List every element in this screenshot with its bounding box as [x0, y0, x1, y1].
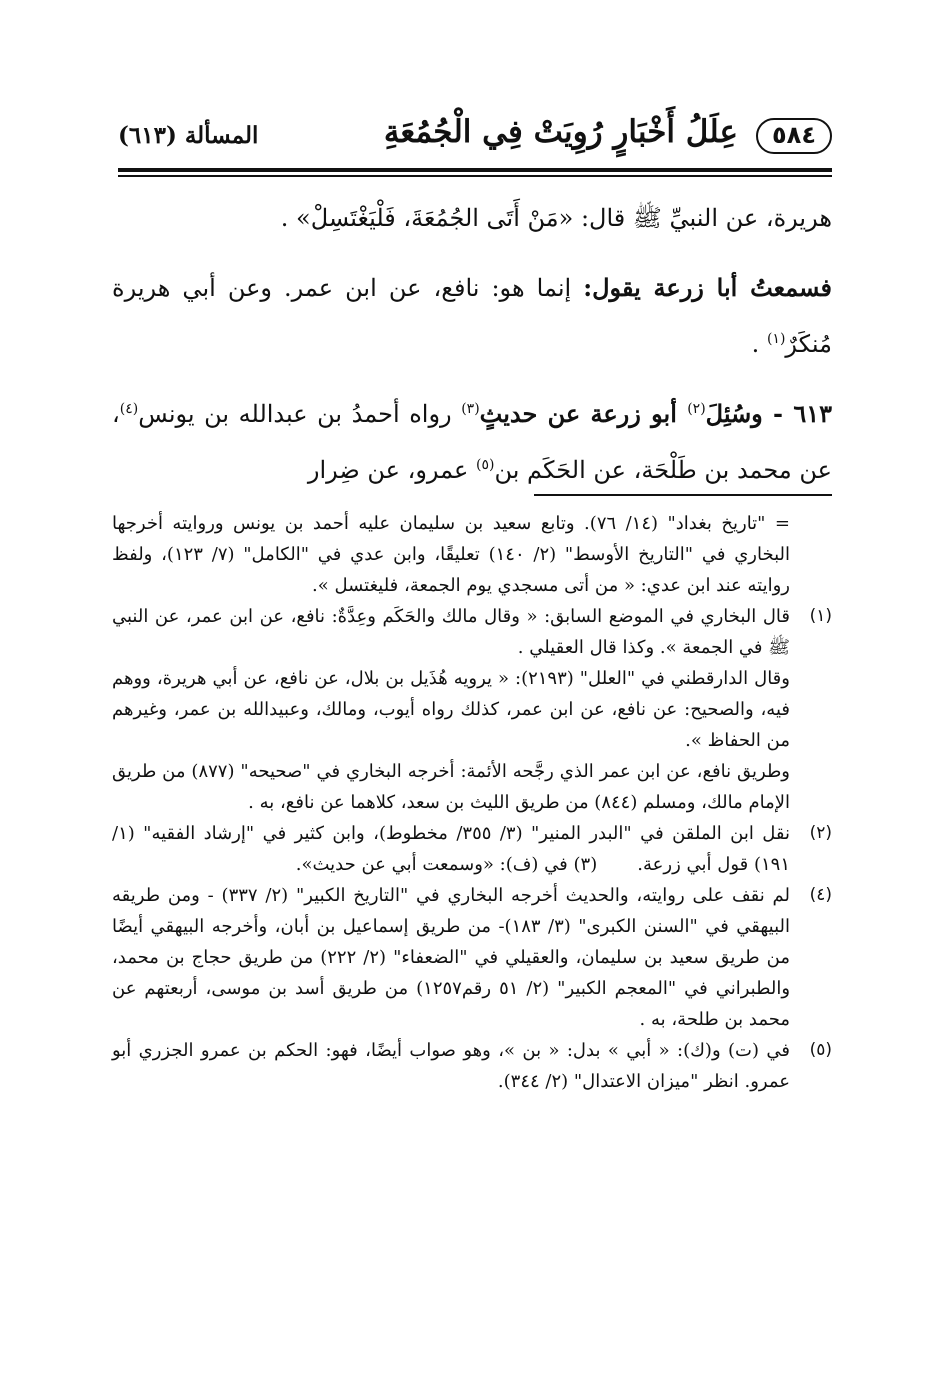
footnote-number: (٤) [809, 885, 832, 905]
answer-text: إنما هو: نافع، عن ابن عمر. وعن أبي هريرة مُنكَرٌ [112, 274, 832, 358]
question-bold: أبو زرعة عن حديثٍ [479, 399, 688, 428]
chain-part-a: رواه أحمدُ بن عبدالله بن يونس [138, 400, 462, 428]
page-number: ٥٨٤ [756, 118, 832, 154]
footnote-number: (١) [809, 606, 832, 626]
footnote-number: (٥) [809, 1040, 832, 1060]
footnote-1 [112, 601, 832, 818]
footnote-paragraph: وطريق نافع، عن ابن عمر الذي رجَّحه الأئمة: أخرجه البخاري في "صحيحه" (٨٧٧) من طريق الإمام مالك، ومسلم (٨٤٤) من طريق الليث بن سعد، كلاهما عن نافع، به . [112, 761, 791, 813]
footnote-paragraph: قال البخاري في الموضع السابق: « وقال مالك والحَكَم وعِدَّةٌ: نافع، عن ابن عمر، عن النبي ﷺ في الجمعة ». وكذا قال العقيلي . [112, 606, 790, 658]
footnote-ref-2[interactable]: (٢) [687, 401, 706, 417]
footnote-ref-1[interactable]: (١) [766, 331, 786, 347]
chain-part-b: ، عن محمد بن طَلْحَة، عن الحَكَم بن [112, 400, 832, 484]
paragraph-hadith-end [112, 190, 832, 246]
paragraph-abu-zura-answer [112, 260, 832, 372]
header-rule-thin [118, 175, 832, 177]
footnote-2-3 [112, 818, 832, 880]
footnote-body [112, 601, 790, 818]
issue-title: المسألة (٦١٣) [118, 122, 259, 149]
book-title: عِلَلُ أَخْبَارٍ رُوِيَتْ فِي الْجُمُعَةِ [383, 114, 738, 150]
footnote-continuation: = "تاريخ بغداد" (١٤/ ٧٦). وتابع سعيد بن سليمان عليه أحمد بن يونس وروايته أخرجها البخاري في "التاريخ الأوسط" (٢/ ١٤٠) تعليقًا، وابن عدي في "الكامل" (٧/ ١٢٣)، ولفظ روايته عند ابن عدي: « من أتى مسجدي يوم الجمعة، فليغتسل ». [112, 513, 791, 596]
footnote-body [112, 818, 790, 880]
footnotes [112, 508, 832, 1097]
issue-number-bold: ٦١٣ - وسُئِلَ [705, 399, 832, 428]
footnote-ref-3[interactable]: (٣) [461, 401, 480, 417]
main-text [112, 190, 832, 498]
footnote-3-number: (٣) [573, 854, 598, 875]
footnote-ref-4[interactable]: (٤) [119, 401, 139, 417]
footnote-number: (٢) [809, 823, 832, 843]
footnote-body: لم نقف على روايته، والحديث أخرجه البخاري في "التاريخ الكبير" (٢/ ٣٣٧) - ومن طريقه البيهقي في "السنن الكبرى" (٣/ ١٨٣)- من طريق إسماعيل بن أبان، وأخرجه البيهقي أيضًا من طريق سعيد بن سليمان، والعقيلي في "الضعفاء" (٢/ ٢٢٢) من طريق حجاج بن محمد، والطبراني في "المعجم الكبير" (٢/ ٥١ رقم١٢٥٧) من طريق أسد بن موسى، أربعتهم عن محمد بن طلحة، به . [112, 885, 791, 1030]
footnote-2-text: نقل ابن الملقن في "البدر المنير" (٣/ ٣٥٥/ مخطوط)، وابن كثير في "إرشاد الفقيه" (١/ ١٩١) قول أبي زرعة. [112, 823, 790, 875]
footnote-separator [534, 494, 832, 496]
speaker-bold: فسمعتُ أبا زرعة يقول: [583, 273, 832, 302]
page-header [118, 112, 832, 164]
footnote-3-text: في (ف): «وسمعت أبي عن حديث». [295, 854, 568, 875]
header-rule-thick [118, 168, 832, 172]
hadith-text: هريرة، عن النبيِّ ﷺ قال: «مَنْ أَتَى الجُمُعَةَ، فَلْيَغْتَسِلْ» . [280, 204, 832, 232]
answer-end: . [751, 330, 767, 358]
footnote-body: في (ت) و(ك): « أبي » بدل: « بن »، وهو صواب أيضًا، فهو: الحكم بن عمرو الجزري أبو عمرو. انظر "ميزان الاعتدال" (٢/ ٣٤٤). [112, 1040, 790, 1092]
chain-part-c: عمرو، عن ضِرار [307, 456, 476, 484]
footnote-5 [112, 1035, 832, 1097]
paragraph-issue-613 [112, 386, 832, 498]
footnote-paragraph: وقال الدارقطني في "العلل" (٢١٩٣): « يرويه هُذَيل بن بلال، عن نافع، عن أبي هريرة، ووهم فيه، والصحيح: عن نافع، عن ابن عمر، كذلك رواه أيوب، ومالك، وعبيدالله بن عمر، وغيرهم من الحفاظ ». [112, 668, 790, 751]
footnote-ref-5[interactable]: (٥) [476, 457, 495, 473]
footnote-4 [112, 880, 832, 1035]
